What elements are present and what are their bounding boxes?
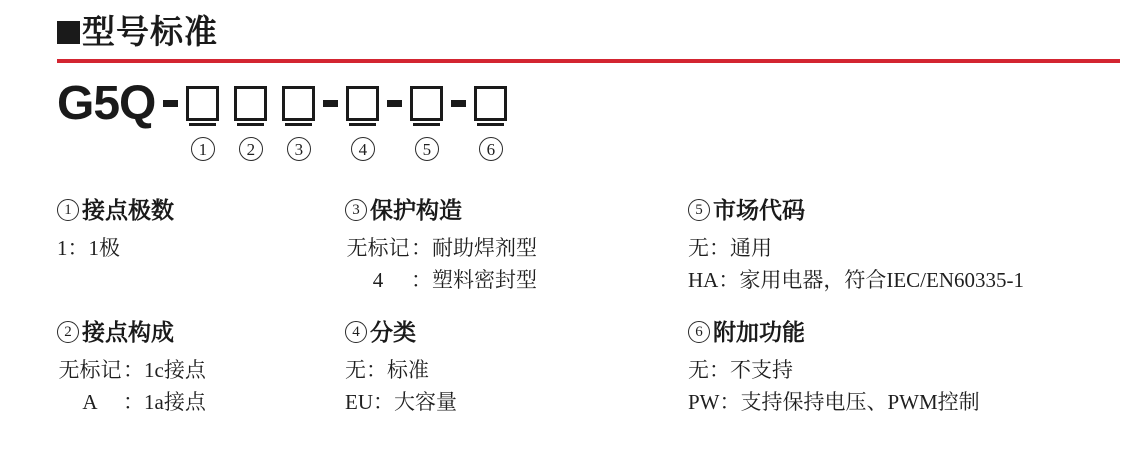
- section-title: 分类: [370, 319, 416, 345]
- underline-tick: [237, 123, 264, 126]
- code-description: 耐助焊剂型: [432, 236, 537, 260]
- code-description: 支持保持电压、PWM控制: [740, 390, 980, 414]
- section-title: 接点极数: [82, 197, 174, 223]
- colon: ：: [718, 268, 740, 292]
- section-heading: [688, 196, 1024, 224]
- model-digit-slot-1: [186, 86, 219, 161]
- circled-number-5: 5: [415, 137, 439, 161]
- underline-tick: [285, 123, 312, 126]
- model-digit-slot-6: [474, 86, 507, 161]
- colon: ：: [123, 358, 144, 382]
- code-description: 塑料密封型: [432, 268, 537, 292]
- circled-number-6: 6: [688, 321, 710, 343]
- legend-line: [688, 264, 1024, 296]
- model-digit-box-2: [234, 86, 267, 121]
- code-value: A: [82, 390, 98, 414]
- circled-number-1: 1: [57, 199, 79, 221]
- section-4-classification: [345, 318, 688, 418]
- model-digit-box-1: [186, 86, 219, 121]
- code-value: 无标记: [58, 358, 122, 382]
- model-digit-box-4: [346, 86, 379, 121]
- circled-number-5: 5: [688, 199, 710, 221]
- code-description: 通用: [730, 236, 772, 260]
- code-description: 标准: [387, 358, 429, 382]
- dash-separator: [387, 100, 402, 107]
- legend-line: [345, 232, 688, 264]
- dash-separator: [163, 100, 178, 107]
- colon: ：: [709, 236, 730, 260]
- model-digit-slot-5: [410, 86, 443, 161]
- section-1-contact-poles: [57, 196, 345, 296]
- circled-number-2: 2: [239, 137, 263, 161]
- section-heading: [57, 196, 345, 224]
- legend-sections: [57, 196, 1024, 418]
- colon: ：: [411, 236, 432, 260]
- underline-tick: [477, 123, 504, 126]
- model-number-diagram: [57, 77, 507, 161]
- code-value: 无: [345, 358, 366, 382]
- dash-separator: [323, 100, 338, 107]
- section-5-market-code: [688, 196, 1024, 296]
- code-value: 无: [688, 358, 709, 382]
- legend-line: [57, 386, 345, 418]
- circled-number-3: 3: [345, 199, 367, 221]
- section-heading: [345, 196, 688, 224]
- code-value: HA: [688, 268, 719, 292]
- legend-line: [345, 264, 688, 296]
- legend-line: [57, 354, 345, 386]
- code-value: 无: [688, 236, 709, 260]
- underline-tick: [349, 123, 376, 126]
- model-digit-slot-2: [234, 86, 267, 161]
- circled-number-4: 4: [351, 137, 375, 161]
- colon: ：: [373, 390, 394, 414]
- model-digit-box-5: [410, 86, 443, 121]
- legend-line: [345, 354, 688, 386]
- section-3-protective-structure: [345, 196, 688, 296]
- model-digit-box-3: [282, 86, 315, 121]
- circled-number-2: 2: [57, 321, 79, 343]
- underline-tick: [413, 123, 440, 126]
- code-description: 1极: [88, 236, 120, 260]
- header: [57, 14, 1120, 63]
- code-description: 大容量: [394, 390, 457, 414]
- section-6-additional-function: [688, 318, 1024, 418]
- section-heading: [57, 318, 345, 346]
- code-value: PW: [688, 390, 720, 414]
- page-title: [57, 14, 1120, 50]
- black-square-bullet-icon: [57, 21, 80, 44]
- colon: ：: [719, 390, 741, 414]
- section-heading: [345, 318, 688, 346]
- model-digit-slot-4: [346, 86, 379, 161]
- code-value: 4: [372, 268, 384, 292]
- code-description: 家用电器，符合IEC/EN60335-1: [739, 268, 1024, 292]
- model-digit-slot-3: [282, 86, 315, 161]
- code-value: 1: [57, 236, 68, 260]
- code-value: 无标记: [346, 236, 410, 260]
- model-prefix: G5Q: [57, 77, 156, 130]
- code-description: 不支持: [730, 358, 793, 382]
- code-description: 1c接点: [144, 358, 206, 382]
- colon: ：: [411, 268, 432, 292]
- section-title: 市场代码: [713, 197, 805, 223]
- circled-number-4: 4: [345, 321, 367, 343]
- section-title: 接点构成: [82, 319, 174, 345]
- circled-number-6: 6: [479, 137, 503, 161]
- section-heading: [688, 318, 1024, 346]
- colon: ：: [67, 236, 89, 260]
- circled-number-1: 1: [191, 137, 215, 161]
- page-title-text: 型号标准: [82, 13, 218, 50]
- colon: ：: [366, 358, 387, 382]
- model-digit-box-6: [474, 86, 507, 121]
- legend-line: [688, 354, 1024, 386]
- legend-line: [57, 232, 345, 264]
- colon: ：: [123, 390, 144, 414]
- code-description: 1a接点: [144, 390, 206, 414]
- red-divider: [57, 59, 1120, 63]
- section-title: 保护构造: [370, 197, 462, 223]
- colon: ：: [709, 358, 730, 382]
- section-title: 附加功能: [713, 319, 805, 345]
- code-value: EU: [345, 390, 373, 414]
- section-2-contact-form: [57, 318, 345, 418]
- underline-tick: [189, 123, 216, 126]
- legend-line: [345, 386, 688, 418]
- legend-line: [688, 232, 1024, 264]
- legend-line: [688, 386, 1024, 418]
- circled-number-3: 3: [287, 137, 311, 161]
- dash-separator: [451, 100, 466, 107]
